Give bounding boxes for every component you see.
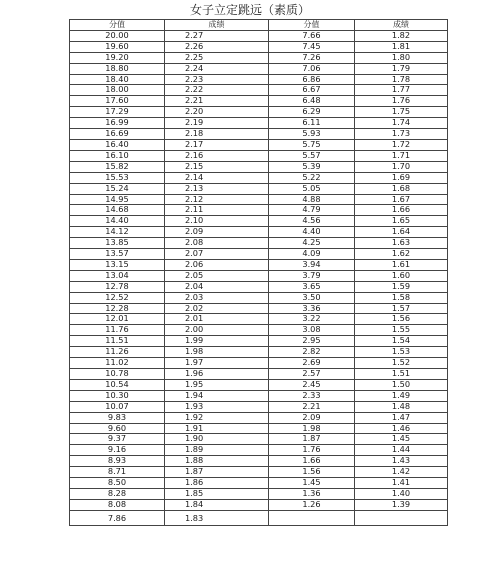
- result-cell: 1.39: [355, 499, 448, 510]
- result-cell: 1.65: [355, 216, 448, 227]
- points-cell: 1.36: [269, 488, 355, 499]
- result-cell: 1.49: [355, 390, 448, 401]
- points-cell: 2.09: [269, 412, 355, 423]
- result-cell: 2.18: [165, 129, 269, 140]
- result-cell: 1.59: [355, 281, 448, 292]
- table-row: [70, 390, 448, 401]
- table-row: [70, 347, 448, 358]
- result-cell: 2.05: [165, 270, 269, 281]
- table-row: [70, 445, 448, 456]
- points-cell: 3.36: [269, 303, 355, 314]
- points-cell: 13.57: [70, 249, 165, 260]
- table-row: [70, 41, 448, 52]
- result-cell: 1.60: [355, 270, 448, 281]
- points-cell: 7.66: [269, 30, 355, 41]
- table-row: [70, 292, 448, 303]
- points-cell: 11.76: [70, 325, 165, 336]
- points-cell: 17.60: [70, 96, 165, 107]
- table-row: [70, 478, 448, 489]
- points-cell: 1.76: [269, 445, 355, 456]
- result-cell: 1.48: [355, 401, 448, 412]
- result-cell: 1.62: [355, 249, 448, 260]
- points-cell: 5.93: [269, 129, 355, 140]
- result-cell: 1.64: [355, 227, 448, 238]
- points-cell: 8.28: [70, 488, 165, 499]
- points-cell: 13.15: [70, 259, 165, 270]
- result-cell: 1.89: [165, 445, 269, 456]
- points-cell: 5.75: [269, 139, 355, 150]
- result-cell: 1.68: [355, 183, 448, 194]
- points-cell: 3.22: [269, 314, 355, 325]
- points-cell: 18.80: [70, 63, 165, 74]
- points-cell: 9.60: [70, 423, 165, 434]
- result-cell: 1.46: [355, 423, 448, 434]
- result-cell: [355, 510, 448, 525]
- result-cell: 2.24: [165, 63, 269, 74]
- result-cell: 2.10: [165, 216, 269, 227]
- result-cell: 2.15: [165, 161, 269, 172]
- points-cell: 1.56: [269, 467, 355, 478]
- points-cell: 18.00: [70, 85, 165, 96]
- points-cell: 12.78: [70, 281, 165, 292]
- points-cell: 1.87: [269, 434, 355, 445]
- table-row: [70, 30, 448, 41]
- document-title: 女子立定跳远（素质）: [189, 3, 310, 17]
- result-cell: 1.84: [165, 499, 269, 510]
- result-cell: 2.12: [165, 194, 269, 205]
- result-cell: 1.93: [165, 401, 269, 412]
- points-cell: 16.69: [70, 129, 165, 140]
- result-cell: 1.70: [355, 161, 448, 172]
- result-cell: 1.56: [355, 314, 448, 325]
- table-row: [70, 467, 448, 478]
- result-cell: 1.54: [355, 336, 448, 347]
- table-row: [70, 379, 448, 390]
- result-cell: 1.80: [355, 52, 448, 63]
- points-cell: 17.29: [70, 107, 165, 118]
- table-row: [70, 336, 448, 347]
- result-cell: 2.27: [165, 30, 269, 41]
- score-table: [69, 19, 448, 526]
- points-cell: 1.98: [269, 423, 355, 434]
- result-cell: 1.98: [165, 347, 269, 358]
- table-row: [70, 139, 448, 150]
- result-cell: 2.00: [165, 325, 269, 336]
- result-cell: 1.87: [165, 467, 269, 478]
- table-row: [70, 238, 448, 249]
- points-cell: 3.50: [269, 292, 355, 303]
- table-row: [70, 488, 448, 499]
- table-row: [70, 423, 448, 434]
- points-cell: 19.20: [70, 52, 165, 63]
- result-cell: 1.55: [355, 325, 448, 336]
- table-row: [70, 434, 448, 445]
- points-cell: 12.52: [70, 292, 165, 303]
- result-cell: 2.08: [165, 238, 269, 249]
- result-cell: 1.73: [355, 129, 448, 140]
- table-row: [70, 281, 448, 292]
- points-cell: 14.95: [70, 194, 165, 205]
- points-cell: 7.86: [70, 510, 165, 525]
- result-cell: 1.90: [165, 434, 269, 445]
- result-cell: 1.96: [165, 369, 269, 380]
- result-cell: 2.01: [165, 314, 269, 325]
- result-cell: 2.19: [165, 118, 269, 129]
- result-cell: 1.69: [355, 172, 448, 183]
- points-cell: 3.08: [269, 325, 355, 336]
- points-cell: 14.68: [70, 205, 165, 216]
- result-cell: 2.13: [165, 183, 269, 194]
- points-cell: 5.22: [269, 172, 355, 183]
- points-cell: 4.25: [269, 238, 355, 249]
- result-cell: 2.21: [165, 96, 269, 107]
- result-cell: 1.41: [355, 478, 448, 489]
- points-cell: 6.29: [269, 107, 355, 118]
- result-cell: 1.85: [165, 488, 269, 499]
- points-cell: 8.71: [70, 467, 165, 478]
- points-cell: 11.02: [70, 358, 165, 369]
- points-cell: 4.88: [269, 194, 355, 205]
- result-cell: 1.86: [165, 478, 269, 489]
- points-cell: 8.08: [70, 499, 165, 510]
- result-cell: 1.67: [355, 194, 448, 205]
- points-cell: 16.40: [70, 139, 165, 150]
- points-cell: 3.79: [269, 270, 355, 281]
- result-cell: 1.71: [355, 150, 448, 161]
- column-header-result: 成绩: [355, 20, 448, 31]
- table-row: [70, 369, 448, 380]
- result-cell: 2.09: [165, 227, 269, 238]
- points-cell: 10.78: [70, 369, 165, 380]
- points-cell: 1.26: [269, 499, 355, 510]
- table-row: [70, 161, 448, 172]
- table-row: [70, 401, 448, 412]
- result-cell: 1.81: [355, 41, 448, 52]
- result-cell: 2.11: [165, 205, 269, 216]
- result-cell: 1.78: [355, 74, 448, 85]
- result-cell: 2.02: [165, 303, 269, 314]
- table-row: [70, 259, 448, 270]
- points-cell: 2.21: [269, 401, 355, 412]
- result-cell: 1.51: [355, 369, 448, 380]
- result-cell: 1.74: [355, 118, 448, 129]
- points-cell: 16.99: [70, 118, 165, 129]
- points-cell: 5.57: [269, 150, 355, 161]
- points-cell: 3.94: [269, 259, 355, 270]
- result-cell: 1.63: [355, 238, 448, 249]
- result-cell: 2.25: [165, 52, 269, 63]
- result-cell: 1.88: [165, 456, 269, 467]
- table-row: [70, 85, 448, 96]
- points-cell: 4.40: [269, 227, 355, 238]
- result-cell: 1.61: [355, 259, 448, 270]
- result-cell: 1.45: [355, 434, 448, 445]
- result-cell: 2.23: [165, 74, 269, 85]
- table-row: [70, 499, 448, 510]
- table-header-row: [70, 20, 448, 31]
- result-cell: 2.04: [165, 281, 269, 292]
- table-row: [70, 510, 448, 525]
- points-cell: 2.69: [269, 358, 355, 369]
- table-row: [70, 183, 448, 194]
- result-cell: 1.42: [355, 467, 448, 478]
- table-row: [70, 52, 448, 63]
- points-cell: 7.45: [269, 41, 355, 52]
- table-row: [70, 118, 448, 129]
- result-cell: 1.94: [165, 390, 269, 401]
- result-cell: 1.53: [355, 347, 448, 358]
- points-cell: 2.45: [269, 379, 355, 390]
- points-cell: 2.95: [269, 336, 355, 347]
- points-cell: 15.53: [70, 172, 165, 183]
- score-table-body: [70, 30, 448, 525]
- table-row: [70, 216, 448, 227]
- points-cell: 9.83: [70, 412, 165, 423]
- table-row: [70, 456, 448, 467]
- result-cell: 1.40: [355, 488, 448, 499]
- table-row: [70, 107, 448, 118]
- table-row: [70, 314, 448, 325]
- points-cell: 14.12: [70, 227, 165, 238]
- table-row: [70, 172, 448, 183]
- points-cell: 7.06: [269, 63, 355, 74]
- result-cell: 2.22: [165, 85, 269, 96]
- points-cell: 11.26: [70, 347, 165, 358]
- points-cell: 12.28: [70, 303, 165, 314]
- result-cell: 2.16: [165, 150, 269, 161]
- result-cell: 1.99: [165, 336, 269, 347]
- table-row: [70, 249, 448, 260]
- result-cell: 2.07: [165, 249, 269, 260]
- table-row: [70, 358, 448, 369]
- points-cell: 14.40: [70, 216, 165, 227]
- result-cell: 1.97: [165, 358, 269, 369]
- points-cell: 2.57: [269, 369, 355, 380]
- table-row: [70, 205, 448, 216]
- table-row: [70, 325, 448, 336]
- points-cell: 20.00: [70, 30, 165, 41]
- result-cell: 1.57: [355, 303, 448, 314]
- result-cell: 1.50: [355, 379, 448, 390]
- result-cell: 1.77: [355, 85, 448, 96]
- table-row: [70, 129, 448, 140]
- points-cell: 8.50: [70, 478, 165, 489]
- points-cell: 4.09: [269, 249, 355, 260]
- points-cell: 1.45: [269, 478, 355, 489]
- result-cell: 1.83: [165, 510, 269, 525]
- result-cell: 2.06: [165, 259, 269, 270]
- points-cell: 2.82: [269, 347, 355, 358]
- points-cell: 9.37: [70, 434, 165, 445]
- points-cell: 19.60: [70, 41, 165, 52]
- points-cell: 7.26: [269, 52, 355, 63]
- table-row: [70, 150, 448, 161]
- points-cell: 4.56: [269, 216, 355, 227]
- points-cell: 5.05: [269, 183, 355, 194]
- result-cell: 2.26: [165, 41, 269, 52]
- points-cell: 15.24: [70, 183, 165, 194]
- points-cell: 3.65: [269, 281, 355, 292]
- column-header-result: 成绩: [165, 20, 269, 31]
- table-row: [70, 227, 448, 238]
- points-cell: 15.82: [70, 161, 165, 172]
- points-cell: 18.40: [70, 74, 165, 85]
- points-cell: 13.85: [70, 238, 165, 249]
- result-cell: 2.03: [165, 292, 269, 303]
- result-cell: 2.14: [165, 172, 269, 183]
- points-cell: 5.39: [269, 161, 355, 172]
- table-row: [70, 63, 448, 74]
- points-cell: 9.16: [70, 445, 165, 456]
- points-cell: 6.11: [269, 118, 355, 129]
- result-cell: 2.17: [165, 139, 269, 150]
- points-cell: 4.79: [269, 205, 355, 216]
- table-row: [70, 303, 448, 314]
- result-cell: 1.92: [165, 412, 269, 423]
- table-row: [70, 412, 448, 423]
- points-cell: 13.04: [70, 270, 165, 281]
- points-cell: 16.10: [70, 150, 165, 161]
- result-cell: 1.47: [355, 412, 448, 423]
- result-cell: 2.20: [165, 107, 269, 118]
- result-cell: 1.58: [355, 292, 448, 303]
- points-cell: 6.48: [269, 96, 355, 107]
- table-row: [70, 194, 448, 205]
- points-cell: 10.30: [70, 390, 165, 401]
- points-cell: 2.33: [269, 390, 355, 401]
- result-cell: 1.44: [355, 445, 448, 456]
- points-cell: 8.93: [70, 456, 165, 467]
- points-cell: 6.86: [269, 74, 355, 85]
- table-row: [70, 270, 448, 281]
- result-cell: 1.66: [355, 205, 448, 216]
- points-cell: 10.07: [70, 401, 165, 412]
- result-cell: 1.76: [355, 96, 448, 107]
- result-cell: 1.91: [165, 423, 269, 434]
- result-cell: 1.43: [355, 456, 448, 467]
- result-cell: 1.82: [355, 30, 448, 41]
- table-row: [70, 74, 448, 85]
- result-cell: 1.75: [355, 107, 448, 118]
- points-cell: [269, 510, 355, 525]
- points-cell: 6.67: [269, 85, 355, 96]
- result-cell: 1.95: [165, 379, 269, 390]
- column-header-points: 分值: [70, 20, 165, 31]
- result-cell: 1.79: [355, 63, 448, 74]
- points-cell: 11.51: [70, 336, 165, 347]
- points-cell: 1.66: [269, 456, 355, 467]
- column-header-points: 分值: [269, 20, 355, 31]
- result-cell: 1.52: [355, 358, 448, 369]
- table-row: [70, 96, 448, 107]
- points-cell: 12.01: [70, 314, 165, 325]
- result-cell: 1.72: [355, 139, 448, 150]
- points-cell: 10.54: [70, 379, 165, 390]
